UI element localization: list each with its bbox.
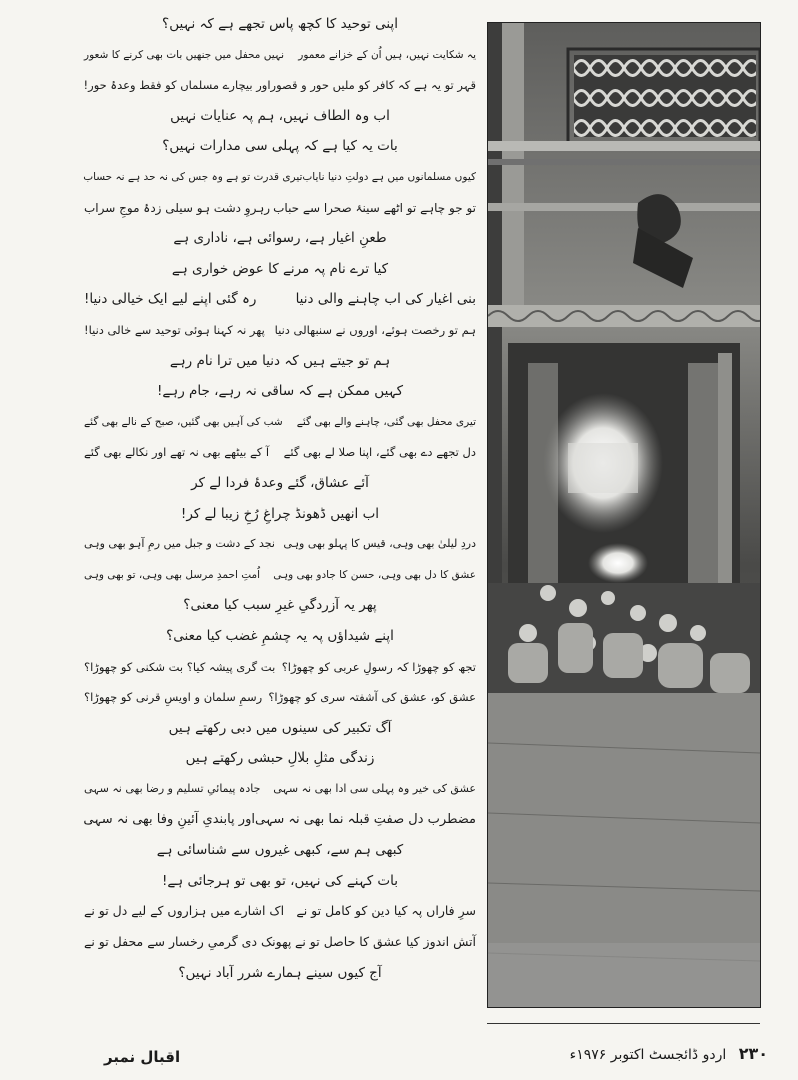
verse-right-hemistich: آتش اندوز کیا عشق کا حاصل تو نے <box>295 934 476 949</box>
verse-left-hemistich: پھر نہ کہنا ہوئی توحید سے خالی دنیا! <box>84 323 265 337</box>
footer-rule <box>487 1023 760 1024</box>
verse-left-hemistich: اُمتِ احمدِ مرسل بھی وہی، تو بھی وہی <box>84 568 261 581</box>
poem-line <box>84 534 476 554</box>
verse-left-hemistich: رہروِ دشت ہو سیلی زدۂ موجِ سراب <box>84 200 271 215</box>
poem-line: آئے عشاق، گئے وعدۂ فردا لے کر <box>191 475 369 491</box>
poem-line <box>84 810 476 830</box>
verse-left-hemistich: جادہ پیمائیِ تسلیم و رضا بھی نہ سہی <box>84 782 261 795</box>
verse-left-hemistich: رسمِ سلمان و اویسِ قرنی کو چھوڑا؟ <box>84 690 263 705</box>
poem-line <box>84 45 476 65</box>
verse-left-hemistich: اک اشارے میں ہزاروں کے لیے دل تو نے <box>84 903 285 919</box>
poem-line: کبھی ہم سے، کبھی غیروں سے شناسائی ہے <box>156 842 404 859</box>
verse-left-hemistich: اور بیچارے مسلماں کو فقط وعدۂ حور! <box>83 78 271 93</box>
verse-right-hemistich: کیوں مسلمانوں میں ہے دولتِ دنیا نایاب <box>302 171 476 183</box>
footer-page-info <box>548 1044 768 1063</box>
poem-line: کہیں ممکن ہے کہ ساقی نہ رہے، جام رہے! <box>156 383 403 400</box>
poem-line <box>84 442 476 462</box>
poem-line <box>84 198 476 218</box>
poem-line: زندگی مثلِ بلالِ حبشی رکھتے ہیں <box>185 750 375 767</box>
poem-line: آج کیوں سینے ہمارے شرر آباد نہیں؟ <box>178 964 382 981</box>
poem-line: ہم تو جیتے ہیں کہ دنیا میں ترا نام رہے <box>169 352 391 369</box>
verse-left-hemistich: آ کے بیٹھے بھی نہ تھے اور نکالے بھی گئے <box>84 445 270 460</box>
verse-right-hemistich: بنی اغیار کی اب چاہنے والی دنیا <box>295 291 476 308</box>
verse-right-hemistich: سرِ فاراں پہ کیا دین کو کامل تو نے <box>296 903 476 919</box>
poem-line: اب انھیں ڈھونڈ چراغِ رُخِ زیبا لے کر! <box>180 505 380 522</box>
verse-right-hemistich: عشق کی خیر وہ پہلی سی ادا بھی نہ سہی <box>273 782 476 795</box>
poem-line <box>84 75 476 95</box>
verse-left-hemistich: پھونک دی گرمیِ رخسار سے محفل تو نے <box>84 934 292 949</box>
poem-line: بات کہنے کی نہیں، تو بھی تو ہرجائی ہے! <box>161 872 399 889</box>
issue-date: اکتوبر ۱۹۷۶ء <box>569 1047 645 1063</box>
verse-right-hemistich: عشق کا دل بھی وہی، حسن کا جادو بھی وہی <box>273 568 476 581</box>
verse-left-hemistich: تیری قدرت تو ہے وہ جس کی نہ حد ہے نہ حساب <box>83 171 303 183</box>
poem-line: اب وہ الطاف نہیں، ہم پہ عنایات نہیں <box>170 107 390 124</box>
poem-line: اپنے شیداؤں پہ یہ چشمِ غضب کیا معنی؟ <box>166 628 394 644</box>
photo-illustration <box>488 23 760 1007</box>
poem-line <box>84 412 476 432</box>
verse-left-hemistich: اور پابندیِ آئینِ وفا بھی نہ سہی <box>83 811 255 827</box>
verse-right-hemistich: تجھ کو چھوڑا کہ رسولِ عربی کو چھوڑا؟ <box>281 659 476 674</box>
poem-line: آگ تکبیر کی سینوں میں دبی رکھتے ہیں <box>168 719 392 736</box>
poem-line <box>84 289 476 309</box>
mosque-interior-photo <box>487 22 761 1008</box>
verse-left-hemistich: نجد کے دشت و جبل میں رمِ آہو بھی وہی <box>84 537 275 551</box>
verse-left-hemistich: نہیں محفل میں جنھیں بات بھی کرنے کا شعور <box>84 48 284 61</box>
poem-line <box>84 167 476 187</box>
verse-left-hemistich: بت گری پیشہ کیا؟ بت شکنی کو چھوڑا؟ <box>84 659 276 674</box>
verse-right-hemistich: عشق کو، عشق کی آشفتہ سری کو چھوڑا؟ <box>268 690 476 705</box>
page-number: ۲۳۰ <box>738 1044 768 1063</box>
poem-line: طعنِ اغیار ہے، رسوائی ہے، ناداری ہے <box>173 230 387 247</box>
verse-right-hemistich: یہ شکایت نہیں، ہیں اُن کے خزانے معمور <box>298 48 476 61</box>
verse-right-hemistich: قہر تو یہ ہے کہ کافر کو ملیں حور و قصور <box>270 78 476 93</box>
poem-line: بات یہ کیا ہے کہ پہلی سی مدارات نہیں؟ <box>162 138 398 155</box>
poem-line <box>84 657 476 677</box>
poem-line: اپنی توحید کا کچھ پاس تجھے ہے کہ نہیں؟ <box>162 16 398 32</box>
verse-right-hemistich: ہم تو رخصت ہوئے، اوروں نے سنبھالی دنیا <box>274 323 476 337</box>
poem-line <box>84 901 476 921</box>
poem-line <box>84 320 476 340</box>
magazine-name: اردو ڈائجسٹ <box>648 1047 727 1063</box>
verse-left-hemistich: رہ گئی اپنے لیے ایک خیالی دنیا! <box>84 291 257 308</box>
poem-line: پھر یہ آزردگیِ غیرِ سبب کیا معنی؟ <box>183 597 377 614</box>
poem-line <box>84 932 476 952</box>
verse-left-hemistich: شب کی آہیں بھی گئیں، صبح کے نالے بھی گئے <box>84 415 283 428</box>
verse-right-hemistich: مضطرب دل صفتِ قبلہ نما بھی نہ سہی <box>254 811 476 827</box>
poem-line <box>84 779 476 799</box>
verse-right-hemistich: دل تجھے دے بھی گئے، اپنا صلا لے بھی گئے <box>283 445 476 460</box>
verse-right-hemistich: تو جو چاہے تو اٹھے سینۂ صحرا سے حباب <box>273 200 476 215</box>
poem-line <box>84 687 476 707</box>
poem-line: کیا ترے نام پہ مرنے کا عوض خواری ہے <box>171 260 389 277</box>
poem-line <box>84 565 476 585</box>
verse-right-hemistich: دردِ لیلیٰ بھی وہی، قیس کا پہلو بھی وہی <box>283 537 476 551</box>
verse-right-hemistich: تیری محفل بھی گئی، چاہنے والے بھی گئے <box>296 415 476 428</box>
footer-section-title: اقبال نمبر <box>104 1048 181 1066</box>
